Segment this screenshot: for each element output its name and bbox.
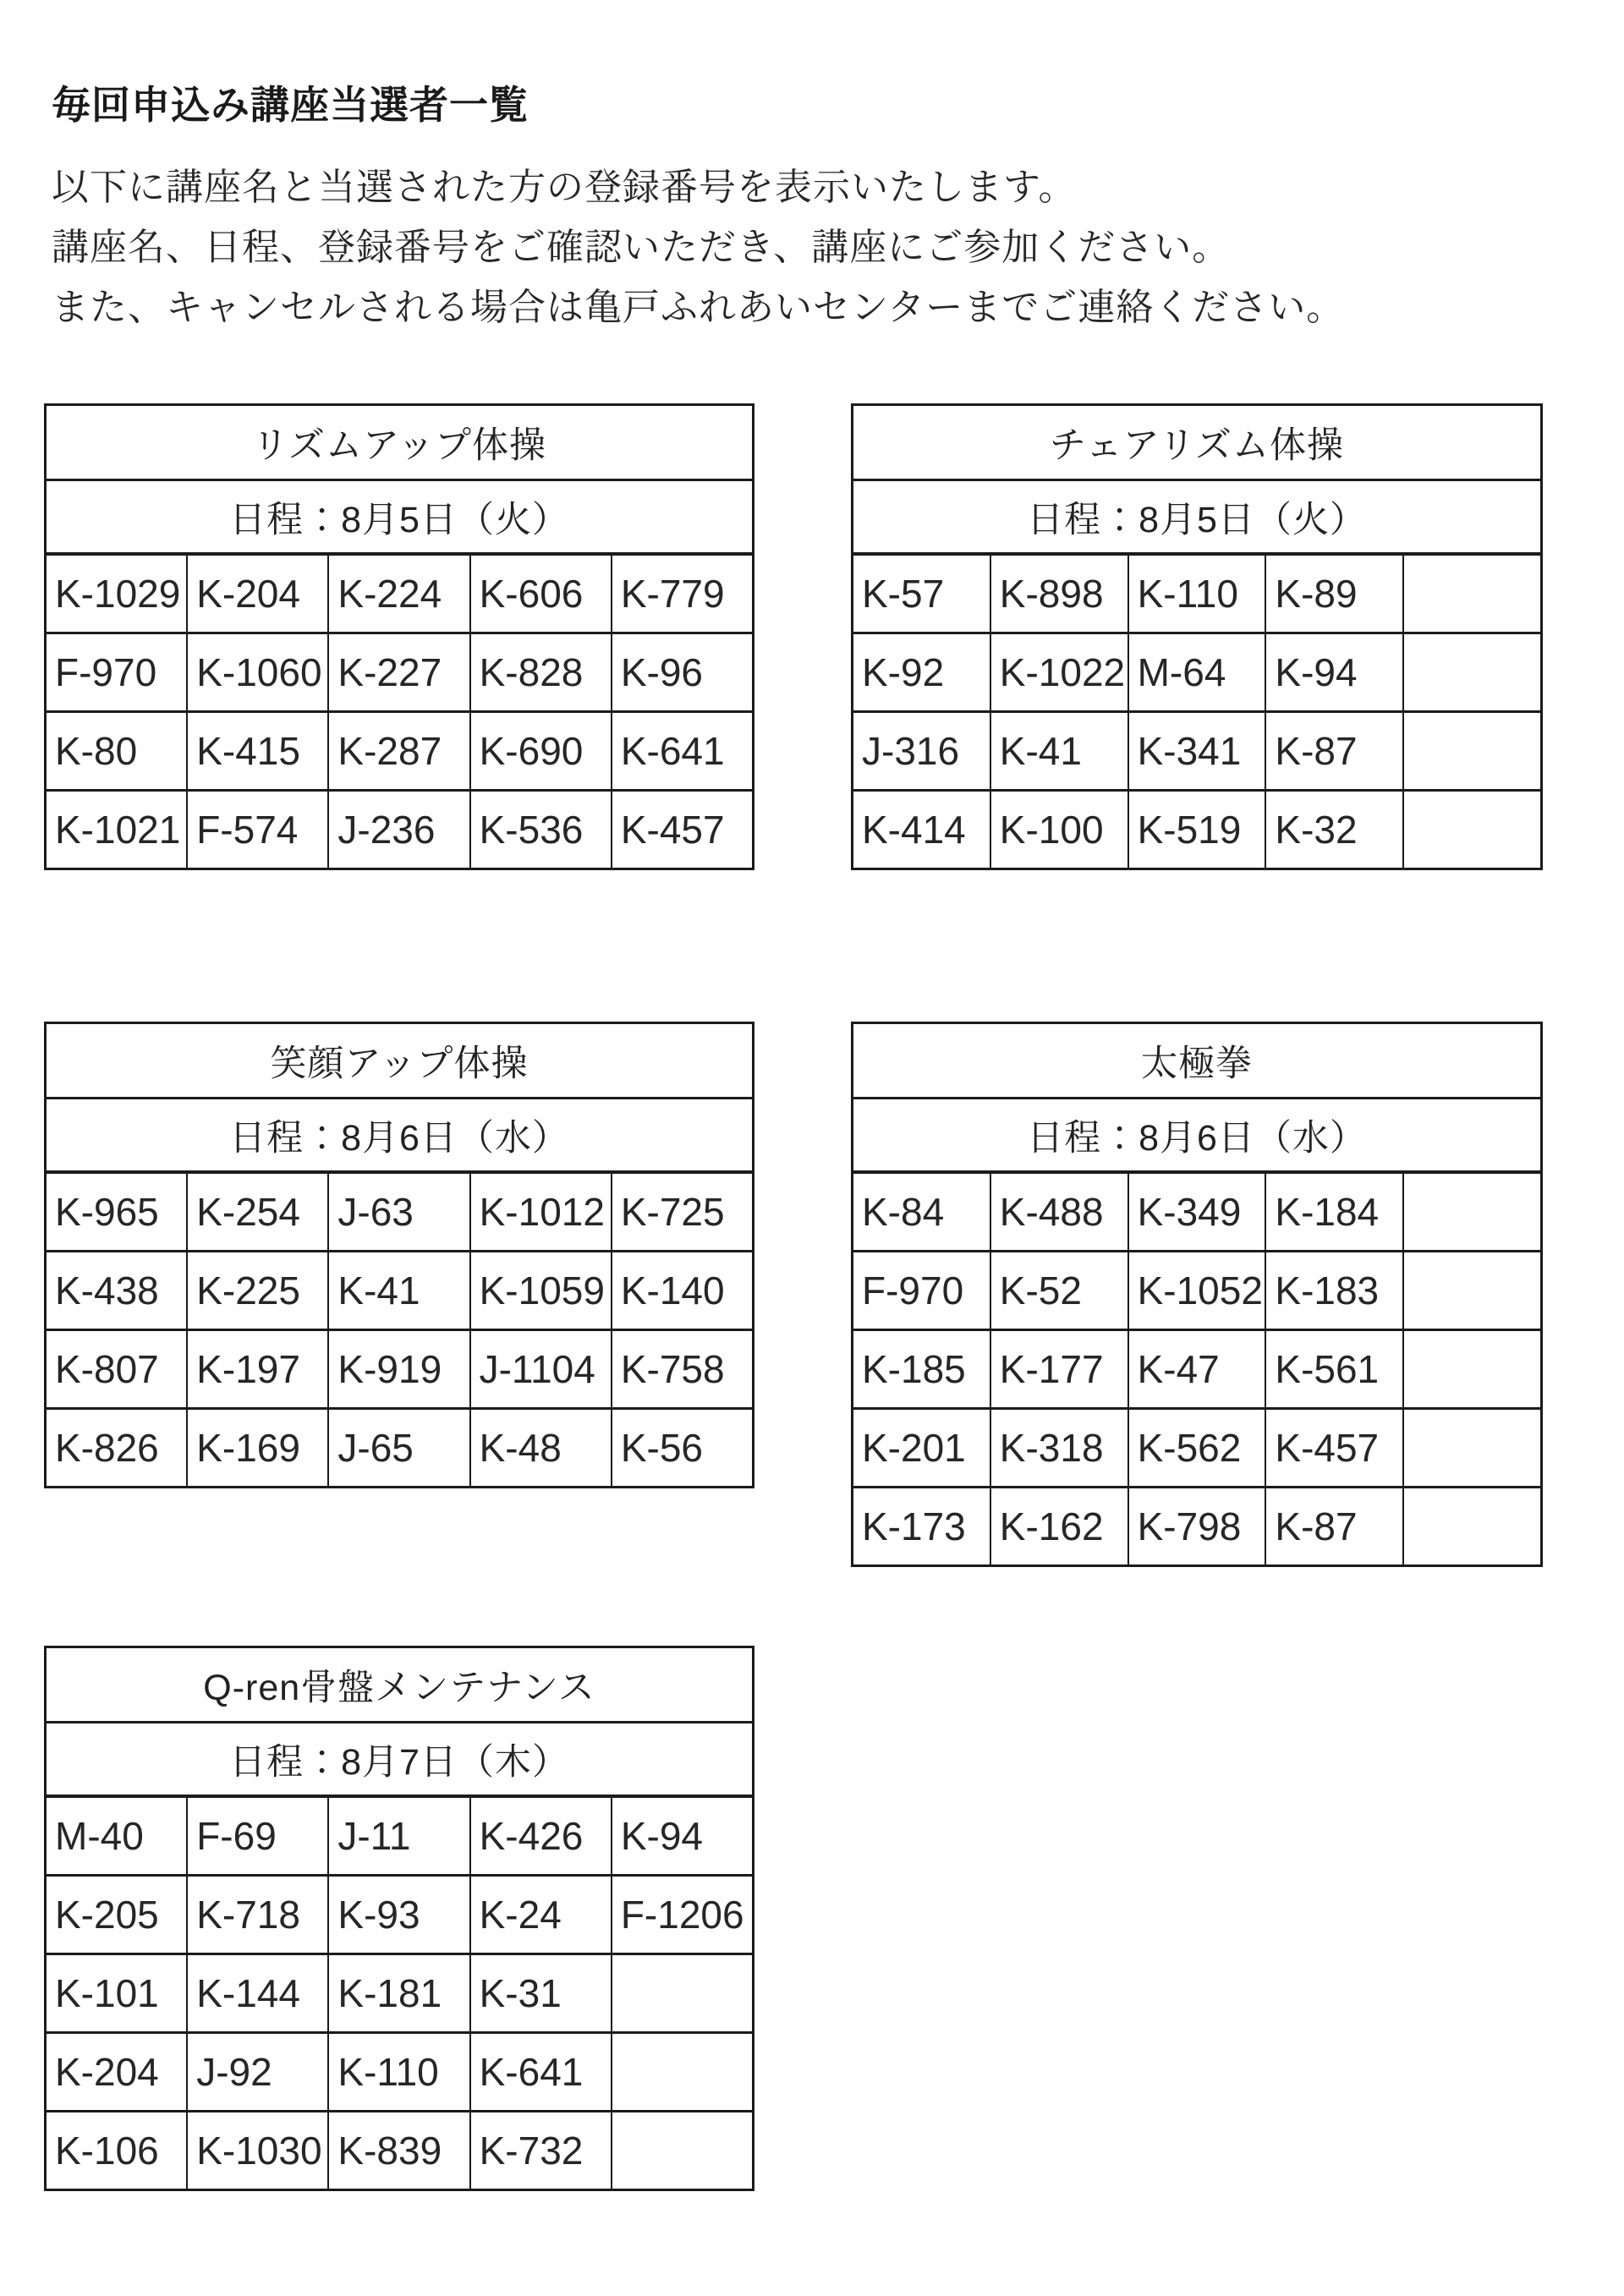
table-row <box>853 634 1540 713</box>
intro-line: 以下に講座名と当選された方の登録番号を表示いたします。 <box>52 167 1077 208</box>
registration-cell: K-52 <box>991 1252 1129 1329</box>
registration-cell: K-204 <box>47 2034 188 2110</box>
registration-cell: J-316 <box>853 713 991 789</box>
registration-cell: M-40 <box>47 1798 188 1874</box>
registration-cell: F-970 <box>47 634 188 710</box>
table-row <box>47 1877 752 1955</box>
registration-cell: K-965 <box>47 1174 188 1250</box>
registration-cell: J-11 <box>329 1798 470 1874</box>
registration-cell: K-94 <box>1266 634 1404 710</box>
registration-cell: K-24 <box>471 1877 612 1953</box>
registration-cell: K-56 <box>620 1426 703 1470</box>
registration-cell: K-110 <box>1129 556 1267 632</box>
registration-cell: K-1030 <box>188 2112 329 2189</box>
registration-cell: K-197 <box>188 1331 329 1407</box>
registration-cell: K-227 <box>329 634 470 710</box>
registration-cell: K-205 <box>47 1877 188 1953</box>
table-row <box>47 792 752 868</box>
registration-cell: M-64 <box>1129 634 1267 710</box>
registration-cell: K-426 <box>471 1798 612 1874</box>
registration-cell: J-1104 <box>471 1331 612 1407</box>
registration-cell: K-839 <box>329 2112 470 2189</box>
registration-cell: J-65 <box>329 1410 470 1486</box>
registration-cell <box>1404 792 1540 868</box>
registration-cell: K-779 <box>620 572 725 616</box>
registration-cell: F-970 <box>853 1252 991 1329</box>
registration-cell: K-725 <box>620 1190 725 1234</box>
table-row <box>47 634 752 713</box>
registration-cell: K-718 <box>188 1877 329 1953</box>
registration-cell: K-561 <box>1266 1331 1404 1407</box>
intro-text <box>52 157 1344 337</box>
registration-cell <box>1404 1488 1540 1564</box>
registration-cell: K-415 <box>188 713 329 789</box>
registration-cell: K-144 <box>188 1955 329 2031</box>
course-table <box>44 1022 754 1488</box>
registration-cell: K-758 <box>620 1347 725 1391</box>
registration-cell: K-1059 <box>471 1252 612 1329</box>
registration-cell: K-318 <box>991 1410 1129 1486</box>
registration-cell: K-488 <box>991 1174 1129 1250</box>
registration-cell: K-1012 <box>471 1174 612 1250</box>
course-table <box>851 403 1543 870</box>
course-table <box>851 1022 1543 1567</box>
registration-cell: F-69 <box>188 1798 329 1874</box>
table-date: 日程：8月6日（水） <box>853 1099 1540 1174</box>
course-table <box>44 403 754 870</box>
registration-cell: K-1029 <box>47 556 188 632</box>
registration-cell: K-341 <box>1129 713 1267 789</box>
registration-cell <box>1404 713 1540 789</box>
registration-cell <box>612 2112 752 2189</box>
registration-cell <box>1404 1331 1540 1407</box>
table-row <box>853 1331 1540 1410</box>
registration-cell: K-201 <box>853 1410 991 1486</box>
registration-cell: K-606 <box>471 556 612 632</box>
registration-cell: K-162 <box>991 1488 1129 1564</box>
registration-cell: J-63 <box>329 1174 470 1250</box>
registration-cell: K-181 <box>329 1955 470 2031</box>
table-row <box>853 1410 1540 1488</box>
registration-cell: J-236 <box>329 792 470 868</box>
table-row <box>47 556 752 634</box>
table-row <box>853 556 1540 634</box>
table-row <box>47 1410 752 1486</box>
registration-cell: K-919 <box>329 1331 470 1407</box>
table-row <box>853 1252 1540 1331</box>
registration-cell: K-457 <box>1266 1410 1404 1486</box>
registration-cell: F-1206 <box>620 1893 744 1937</box>
table-row <box>47 2112 752 2189</box>
registration-cell: K-1060 <box>188 634 329 710</box>
registration-cell: K-204 <box>188 556 329 632</box>
intro-line: 講座名、日程、登録番号をご確認いただき、講座にご参加ください。 <box>52 227 1231 268</box>
registration-cell <box>1404 1174 1540 1250</box>
registration-cell: K-828 <box>471 634 612 710</box>
registration-cell: K-1052 <box>1129 1252 1267 1329</box>
registration-cell: K-1021 <box>47 792 188 868</box>
table-row <box>47 1798 752 1877</box>
registration-cell <box>1404 1410 1540 1486</box>
table-date: 日程：8月6日（水） <box>47 1099 752 1174</box>
registration-cell: K-562 <box>1129 1410 1267 1486</box>
registration-cell: K-94 <box>620 1814 703 1858</box>
table-row <box>47 1331 752 1410</box>
registration-cell: K-807 <box>47 1331 188 1407</box>
registration-cell: K-32 <box>1266 792 1404 868</box>
registration-cell: K-80 <box>47 713 188 789</box>
registration-cell: K-87 <box>1266 713 1404 789</box>
registration-cell: K-169 <box>188 1410 329 1486</box>
table-row <box>853 713 1540 792</box>
registration-cell: K-101 <box>47 1955 188 2031</box>
registration-cell: K-177 <box>991 1331 1129 1407</box>
table-title: Q-ren骨盤メンテナンス <box>47 1648 752 1723</box>
registration-cell: K-89 <box>1266 556 1404 632</box>
table-row <box>47 2034 752 2112</box>
registration-cell: K-173 <box>853 1488 991 1564</box>
registration-cell: K-414 <box>853 792 991 868</box>
table-row <box>853 792 1540 868</box>
registration-cell: K-84 <box>853 1174 991 1250</box>
table-row <box>853 1488 1540 1564</box>
registration-cell <box>612 1955 752 2031</box>
table-title: 太極拳 <box>853 1024 1540 1099</box>
registration-cell: K-48 <box>471 1410 612 1486</box>
registration-cell: K-349 <box>1129 1174 1267 1250</box>
table-title: リズムアップ体操 <box>47 406 752 481</box>
registration-cell: K-224 <box>329 556 470 632</box>
registration-cell: K-536 <box>471 792 612 868</box>
registration-cell: K-898 <box>991 556 1129 632</box>
registration-cell: K-140 <box>620 1269 725 1312</box>
registration-cell: K-100 <box>991 792 1129 868</box>
table-date: 日程：8月5日（火） <box>853 481 1540 556</box>
table-row <box>853 1174 1540 1252</box>
table-row <box>47 1174 752 1252</box>
registration-cell: K-183 <box>1266 1252 1404 1329</box>
table-date: 日程：8月7日（木） <box>47 1723 752 1798</box>
registration-cell: K-287 <box>329 713 470 789</box>
registration-cell: K-1022 <box>991 634 1129 710</box>
registration-cell: K-457 <box>620 808 725 852</box>
table-row <box>47 1252 752 1331</box>
registration-cell: K-92 <box>853 634 991 710</box>
registration-cell: K-225 <box>188 1252 329 1329</box>
table-title: チェアリズム体操 <box>853 406 1540 481</box>
registration-cell: F-574 <box>188 792 329 868</box>
registration-cell: K-93 <box>329 1877 470 1953</box>
registration-cell: K-438 <box>47 1252 188 1329</box>
page-title: 毎回申込み講座当選者一覧 <box>52 83 529 127</box>
registration-cell: K-87 <box>1266 1488 1404 1564</box>
registration-cell: K-690 <box>471 713 612 789</box>
registration-cell: K-519 <box>1129 792 1267 868</box>
course-table <box>44 1646 754 2191</box>
registration-cell: K-184 <box>1266 1174 1404 1250</box>
registration-cell: K-41 <box>991 713 1129 789</box>
registration-cell: K-31 <box>471 1955 612 2031</box>
registration-cell: K-798 <box>1129 1488 1267 1564</box>
registration-cell: J-92 <box>188 2034 329 2110</box>
table-row <box>47 1955 752 2034</box>
registration-cell: K-106 <box>47 2112 188 2189</box>
registration-cell: K-826 <box>47 1410 188 1486</box>
registration-cell <box>1404 556 1540 632</box>
registration-cell: K-41 <box>329 1252 470 1329</box>
registration-cell <box>1404 634 1540 710</box>
registration-cell: K-641 <box>471 2034 612 2110</box>
table-date: 日程：8月5日（火） <box>47 481 752 556</box>
registration-cell: K-732 <box>471 2112 612 2189</box>
registration-cell: K-185 <box>853 1331 991 1407</box>
registration-cell: K-641 <box>620 729 725 773</box>
intro-line: また、キャンセルされる場合は亀戸ふれあいセンターまでご連絡ください。 <box>52 287 1345 328</box>
table-title: 笑顔アップ体操 <box>47 1024 752 1099</box>
registration-cell: K-254 <box>188 1174 329 1250</box>
table-row <box>47 713 752 792</box>
registration-cell: K-57 <box>853 556 991 632</box>
registration-cell <box>1404 1252 1540 1329</box>
registration-cell: K-47 <box>1129 1331 1267 1407</box>
registration-cell: K-110 <box>329 2034 470 2110</box>
registration-cell: K-96 <box>620 650 703 694</box>
registration-cell <box>612 2034 752 2110</box>
